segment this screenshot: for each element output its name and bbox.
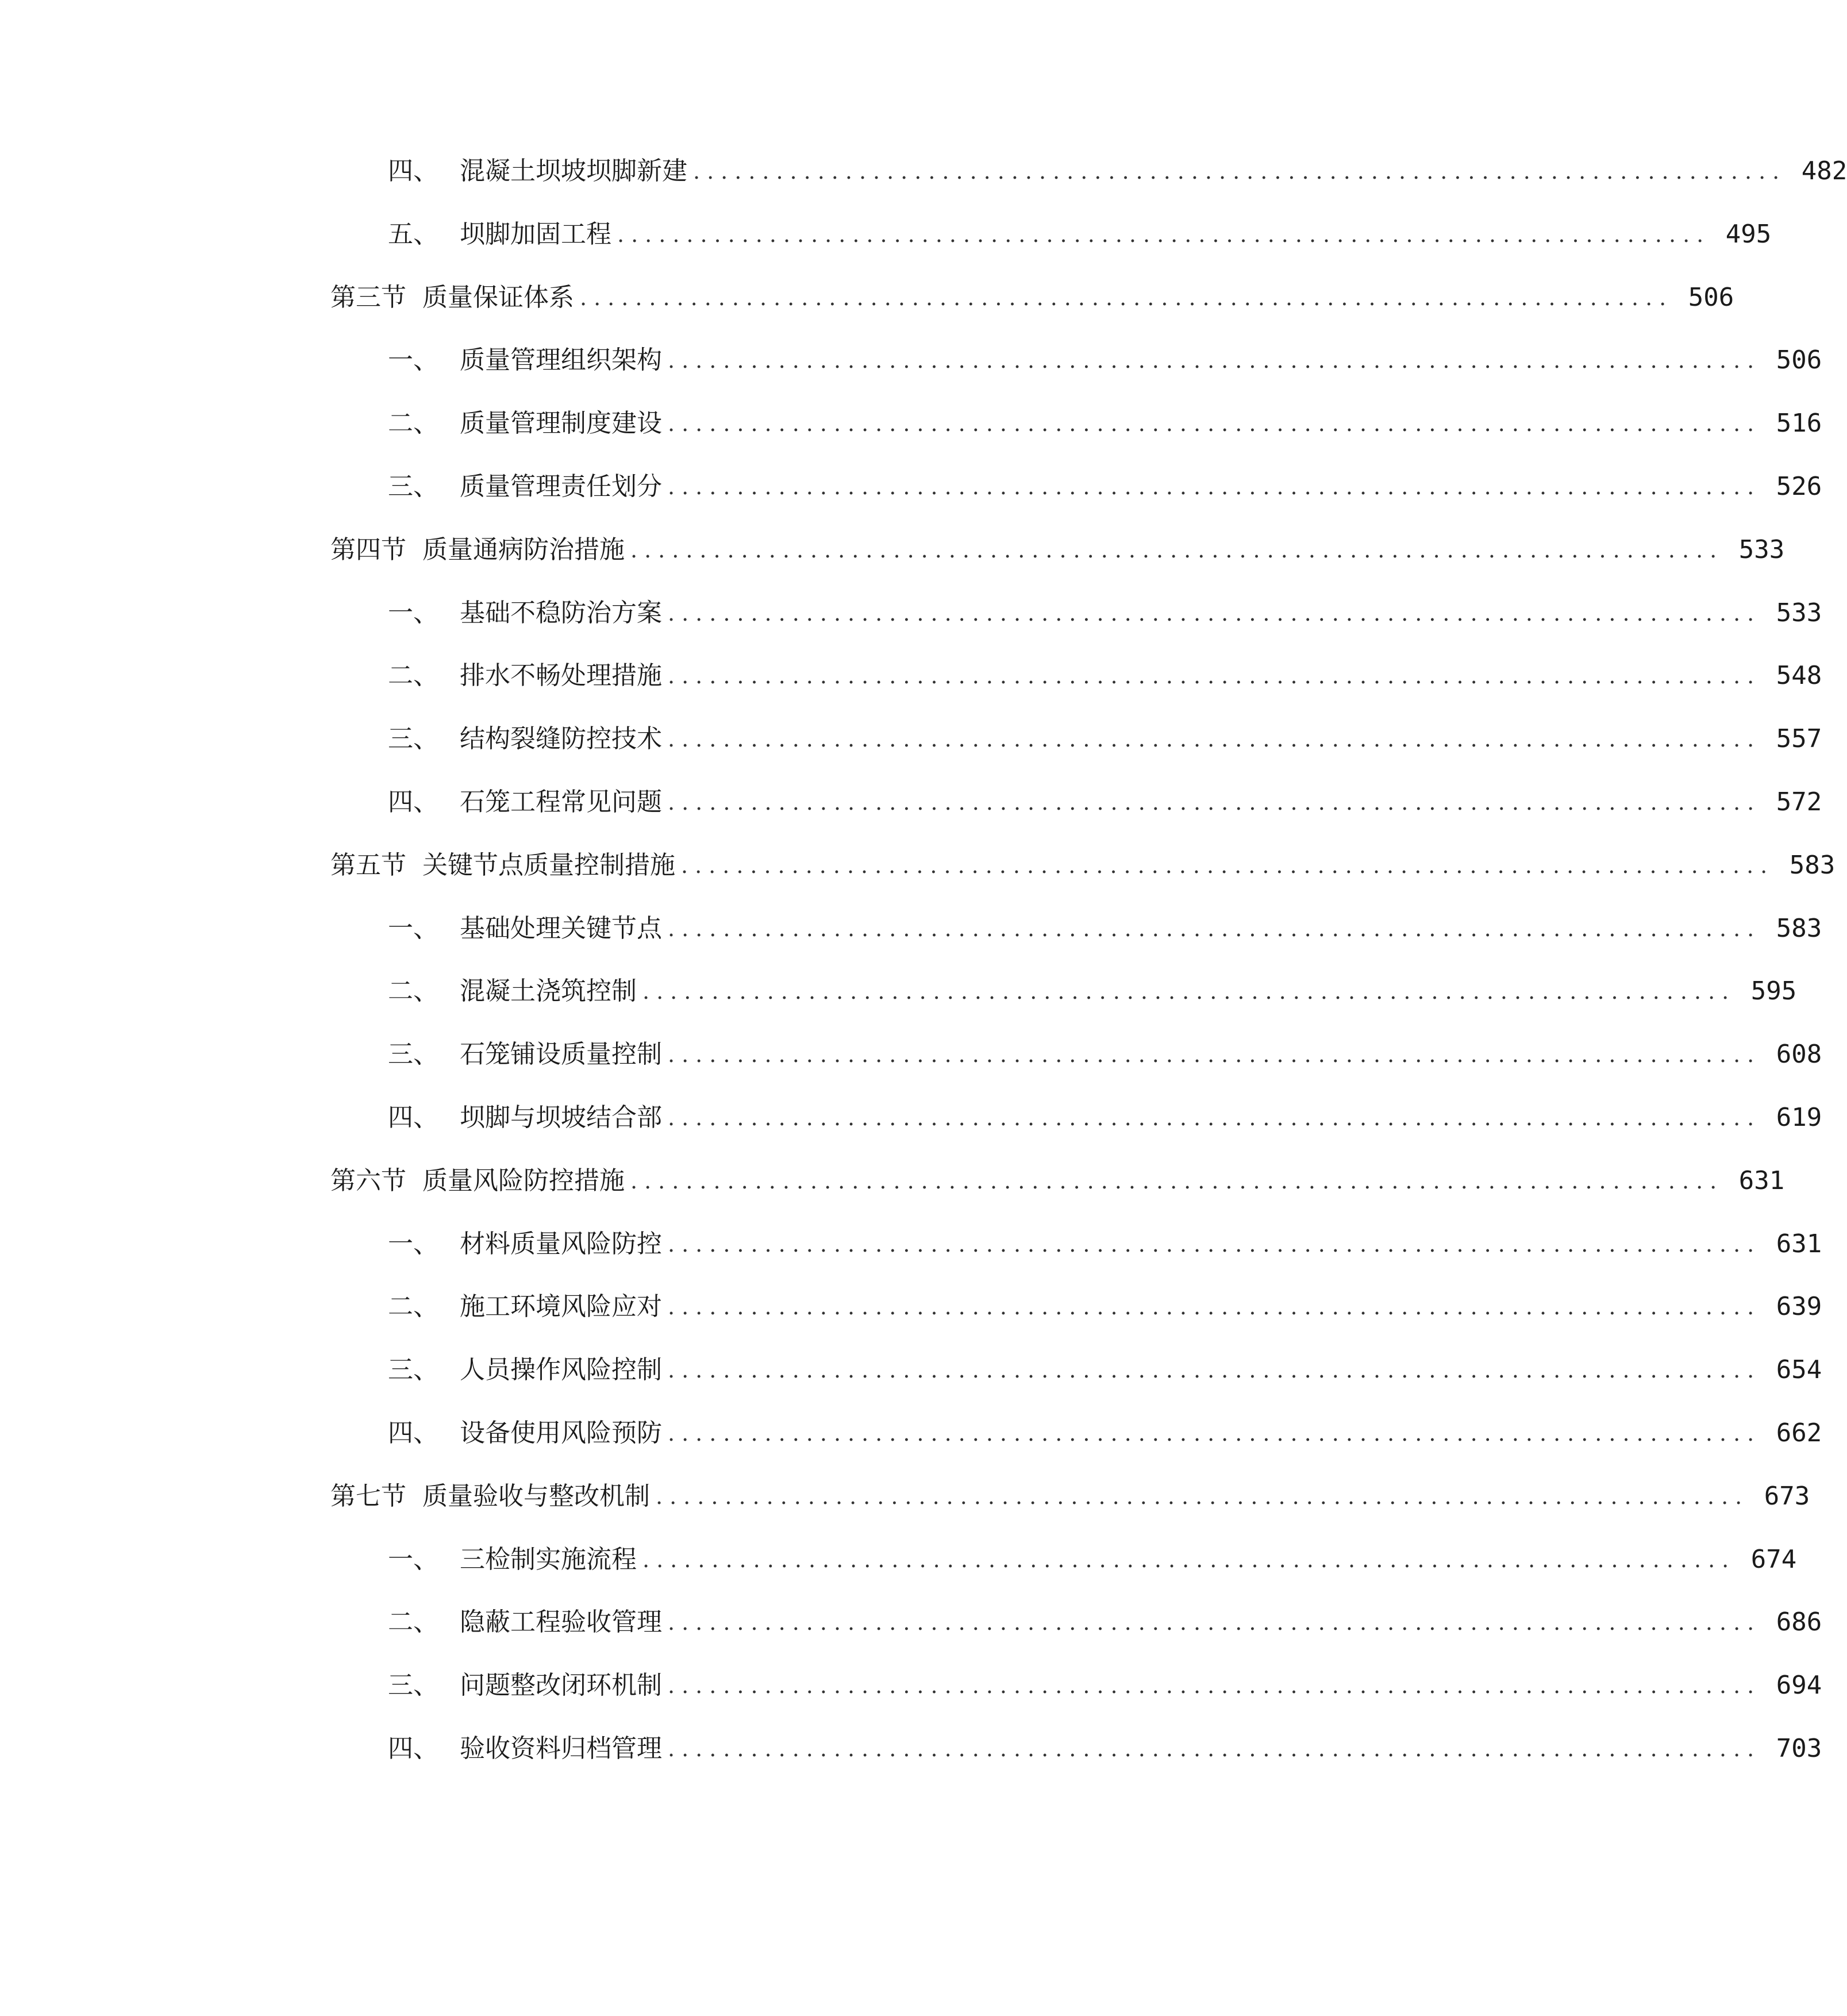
toc-leader-dots: ............................................................................... [668,411,1761,437]
toc-subsection-entry[interactable] [388,1410,1822,1456]
toc-entry-title: 质量保证体系 [422,282,574,312]
toc-leader-dots: ............................................................................... [656,1483,1749,1509]
toc-entry-title: 质量管理责任划分 [460,472,662,501]
toc-entry-title: 结构裂缝防控技术 [460,724,662,754]
toc-leader-dots: ............................................................................... [668,1231,1761,1257]
toc-section-entry[interactable] [330,275,1734,321]
toc-leader-dots: ............................................................................... [668,1357,1761,1383]
toc-leader-dots: ............................................................................... [630,537,1724,563]
toc-entry-number: 四、 [388,1103,438,1132]
toc-entry-title: 质量验收与整改机制 [422,1481,650,1511]
toc-leader-dots: ............................................................................... [668,1105,1761,1130]
toc-entry-number: 四、 [388,1734,438,1763]
toc-section-entry[interactable] [330,1158,1785,1204]
toc-entry-title: 三检制实施流程 [460,1544,637,1574]
toc-entry-number: 五、 [388,219,438,249]
toc-entry-number: 一、 [388,345,438,375]
toc-entry-title: 质量通病防治措施 [422,534,625,564]
toc-entry-title: 设备使用风险预防 [460,1418,662,1448]
toc-entry-title: 石笼铺设质量控制 [460,1040,662,1069]
toc-entry-number: 第六节 [330,1165,406,1195]
toc-entry-title: 隐蔽工程验收管理 [460,1607,662,1637]
toc-entry-number: 三、 [388,1040,438,1069]
toc-entry-title: 质量管理组织架构 [460,345,662,375]
toc-entry-title: 坝脚加固工程 [460,219,611,249]
toc-entry-title: 混凝土浇筑控制 [460,976,637,1006]
toc-subsection-entry[interactable] [388,1284,1822,1330]
toc-subsection-entry[interactable] [388,464,1822,510]
toc-page-number: 557 [1776,724,1822,754]
toc-entry-title: 施工环境风险应对 [460,1292,662,1322]
toc-leader-dots: ............................................................................... [693,159,1787,184]
toc-page-number: 631 [1738,1165,1785,1195]
toc-page-number: 506 [1688,282,1734,312]
toc-page-number: 533 [1776,598,1822,628]
toc-leader-dots: ............................................................................... [668,1042,1761,1068]
toc-entry-number: 三、 [388,1671,438,1700]
toc-entry-title: 验收资料归档管理 [460,1734,662,1763]
toc-page-number: 533 [1738,534,1785,564]
toc-entry-title: 质量管理制度建设 [460,409,662,438]
toc-entry-title: 石笼工程常见问题 [460,787,662,817]
toc-entry-number: 二、 [388,1292,438,1322]
toc-entry-title: 质量风险防控措施 [422,1165,625,1195]
toc-entry-title: 基础处理关键节点 [460,913,662,943]
toc-section-entry[interactable] [330,1473,1810,1519]
toc-section-entry[interactable] [330,842,1836,888]
toc-page-number: 548 [1776,661,1822,691]
toc-subsection-entry[interactable] [388,211,1772,257]
toc-page-number: 506 [1776,345,1822,375]
toc-subsection-entry[interactable] [388,1347,1822,1393]
toc-page-number: 686 [1776,1607,1822,1637]
toc-leader-dots: ............................................................................... [681,852,1775,878]
toc-page-number: 639 [1776,1292,1822,1322]
toc-entry-title: 人员操作风险控制 [460,1355,662,1385]
toc-page-number: 572 [1776,787,1822,817]
toc-page-number: 482 [1801,156,1847,186]
toc-entry-title: 混凝土坝坡坝脚新建 [460,156,687,186]
toc-subsection-entry[interactable] [388,401,1822,447]
toc-leader-dots: ............................................................................... [668,1421,1761,1446]
toc-entry-title: 材料质量风险防控 [460,1229,662,1259]
toc-entry-number: 第三节 [330,282,406,312]
toc-entry-number: 一、 [388,913,438,943]
toc-subsection-entry[interactable] [388,906,1822,952]
toc-subsection-entry[interactable] [388,779,1822,825]
toc-subsection-entry[interactable] [388,716,1822,762]
toc-entry-number: 二、 [388,409,438,438]
toc-entry-number: 二、 [388,1607,438,1637]
toc-page-number: 662 [1776,1418,1822,1448]
toc-page-number: 694 [1776,1671,1822,1700]
toc-subsection-entry[interactable] [388,1537,1797,1583]
toc-entry-title: 基础不稳防治方案 [460,598,662,628]
toc-page-number: 516 [1776,409,1822,438]
toc-entry-number: 三、 [388,1355,438,1385]
toc-leader-dots: ............................................................................... [668,348,1761,374]
toc-entry-number: 第四节 [330,534,406,564]
toc-page-number: 631 [1776,1229,1822,1259]
toc-entry-number: 三、 [388,724,438,754]
toc-entry-title: 问题整改闭环机制 [460,1671,662,1700]
toc-subsection-entry[interactable] [388,1032,1822,1078]
toc-entry-number: 第七节 [330,1481,406,1511]
toc-page-number: 654 [1776,1355,1822,1385]
toc-leader-dots: ............................................................................... [668,726,1761,752]
toc-leader-dots: ............................................................................... [668,915,1761,941]
toc-subsection-entry[interactable] [388,1663,1822,1709]
toc-page-number: 674 [1750,1544,1797,1574]
toc-page-number: 583 [1776,913,1822,943]
toc-entry-number: 二、 [388,976,438,1006]
toc-entry-number: 一、 [388,1544,438,1574]
toc-page-number: 526 [1776,472,1822,501]
toc-leader-dots: ............................................................................... [642,979,1736,1005]
toc-leader-dots: ............................................................................... [668,1736,1761,1761]
toc-page-number: 583 [1789,850,1836,880]
toc-subsection-entry[interactable] [388,968,1797,1014]
toc-page-number: 595 [1750,976,1797,1006]
toc-leader-dots: ............................................................................... [668,1673,1761,1699]
toc-leader-dots: ............................................................................... [630,1168,1724,1194]
toc-leader-dots: ............................................................................... [668,1294,1761,1320]
toc-page-number: 619 [1776,1103,1822,1132]
toc-page-number: 495 [1725,219,1772,249]
toc-leader-dots: ............................................................................... [668,663,1761,689]
toc-subsection-entry[interactable] [388,590,1822,636]
toc-leader-dots: ............................................................................... [642,1546,1736,1572]
toc-leader-dots: ............................................................................... [617,221,1711,247]
toc-leader-dots: ............................................................................... [668,790,1761,815]
toc-entry-number: 四、 [388,1418,438,1448]
toc-subsection-entry[interactable] [388,1726,1822,1772]
toc-leader-dots: ............................................................................... [668,474,1761,499]
toc-entry-number: 四、 [388,787,438,817]
toc-subsection-entry[interactable] [388,653,1822,699]
toc-subsection-entry[interactable] [388,1599,1822,1645]
toc-leader-dots: ............................................................................... [580,284,1673,310]
toc-entry-title: 坝脚与坝坡结合部 [460,1103,662,1132]
toc-subsection-entry[interactable] [388,1095,1822,1141]
toc-entry-title: 排水不畅处理措施 [460,661,662,691]
toc-page-number: 703 [1776,1734,1822,1763]
toc-leader-dots: ............................................................................... [668,600,1761,626]
toc-subsection-entry[interactable] [388,148,1847,194]
toc-entry-number: 三、 [388,472,438,501]
toc-entry-number: 第五节 [330,850,406,880]
toc-entry-title: 关键节点质量控制措施 [422,850,675,880]
toc-section-entry[interactable] [330,527,1785,573]
toc-page-number: 673 [1764,1481,1810,1511]
toc-entry-number: 一、 [388,1229,438,1259]
toc-subsection-entry[interactable] [388,1221,1822,1267]
toc-page-number: 608 [1776,1040,1822,1069]
toc-entry-number: 二、 [388,661,438,691]
toc-subsection-entry[interactable] [388,337,1822,383]
toc-entry-number: 四、 [388,156,438,186]
toc-leader-dots: ............................................................................... [668,1610,1761,1636]
toc-entry-number: 一、 [388,598,438,628]
